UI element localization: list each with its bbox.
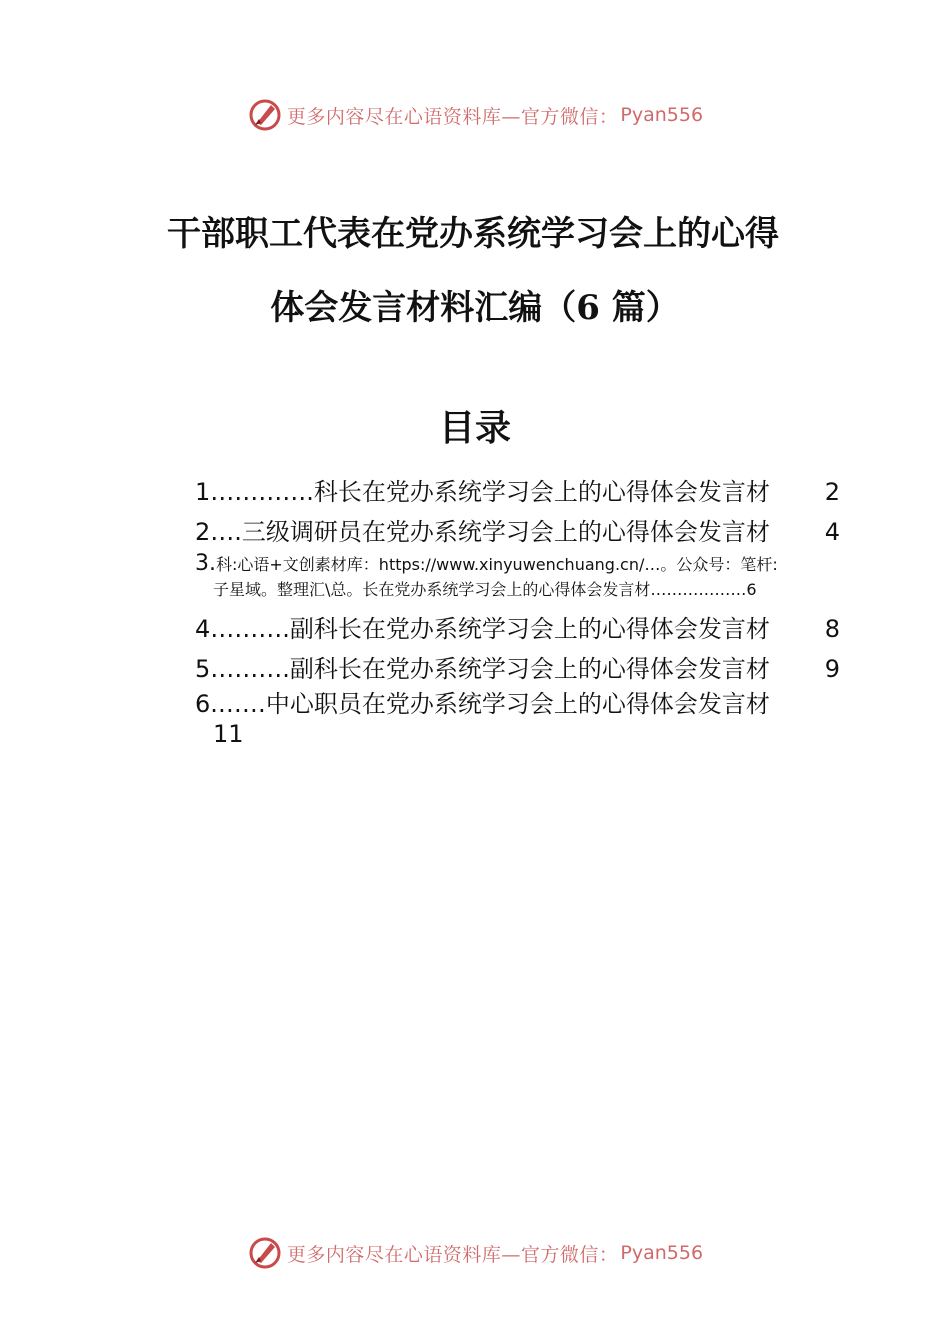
- toc-entry-text: 6.……中心职员在党办系统学习会上的心得体会发言材: [195, 690, 770, 718]
- toc-entry-page: 4: [824, 518, 840, 546]
- toc-entry-2[interactable]: [195, 512, 840, 547]
- toc-entry-1[interactable]: [195, 472, 840, 507]
- document-title-line2: 体会发言材料汇编（6 篇）: [270, 288, 680, 328]
- toc-entry-page: 9: [824, 655, 840, 683]
- toc-entry-text-line1: 科:心语+文创素材库：https://www.xinyuwenchuang.cn/…。公众号：笔杆:: [216, 555, 778, 574]
- toc-entry-text-line2: 子星域。整理汇\总。长在党办系统学习会上的心得体会发言材………………6: [213, 580, 757, 599]
- toc-entry-3[interactable]: [195, 551, 840, 602]
- footer-banner: [0, 1233, 950, 1273]
- header-banner: [0, 95, 950, 135]
- banner-wechat-id: Pyan556: [620, 1242, 704, 1264]
- banner-text: 更多内容尽在心语资料库—官方微信：: [286, 105, 619, 128]
- toc-entry-text: 5……….副科长在党办系统学习会上的心得体会发言材: [195, 655, 770, 683]
- toc-entry-number: 3.: [195, 551, 216, 576]
- banner-wechat-id: Pyan556: [620, 104, 704, 126]
- toc-entry-page: 8: [824, 615, 840, 643]
- toc-entry-page: 11: [213, 720, 244, 748]
- toc-entry-text: 2….三级调研员在党办系统学习会上的心得体会发言材: [195, 518, 770, 546]
- toc-entry-5[interactable]: [195, 649, 840, 684]
- toc-entry-text: 1………….科长在党办系统学习会上的心得体会发言材: [195, 478, 770, 506]
- document-title-line1: 干部职工代表在党办系统学习会上的心得: [167, 214, 779, 254]
- pen-nib-logo-icon: [247, 97, 283, 133]
- toc-entry-text: 4……….副科长在党办系统学习会上的心得体会发言材: [195, 615, 770, 643]
- banner-text: 更多内容尽在心语资料库—官方微信：: [286, 1243, 619, 1266]
- toc-entry-6[interactable]: [195, 689, 840, 749]
- pen-nib-logo-icon: [247, 1235, 283, 1271]
- toc-entry-4[interactable]: [195, 609, 840, 644]
- toc-heading: 目录: [438, 407, 511, 449]
- toc-entry-page: 2: [824, 478, 840, 506]
